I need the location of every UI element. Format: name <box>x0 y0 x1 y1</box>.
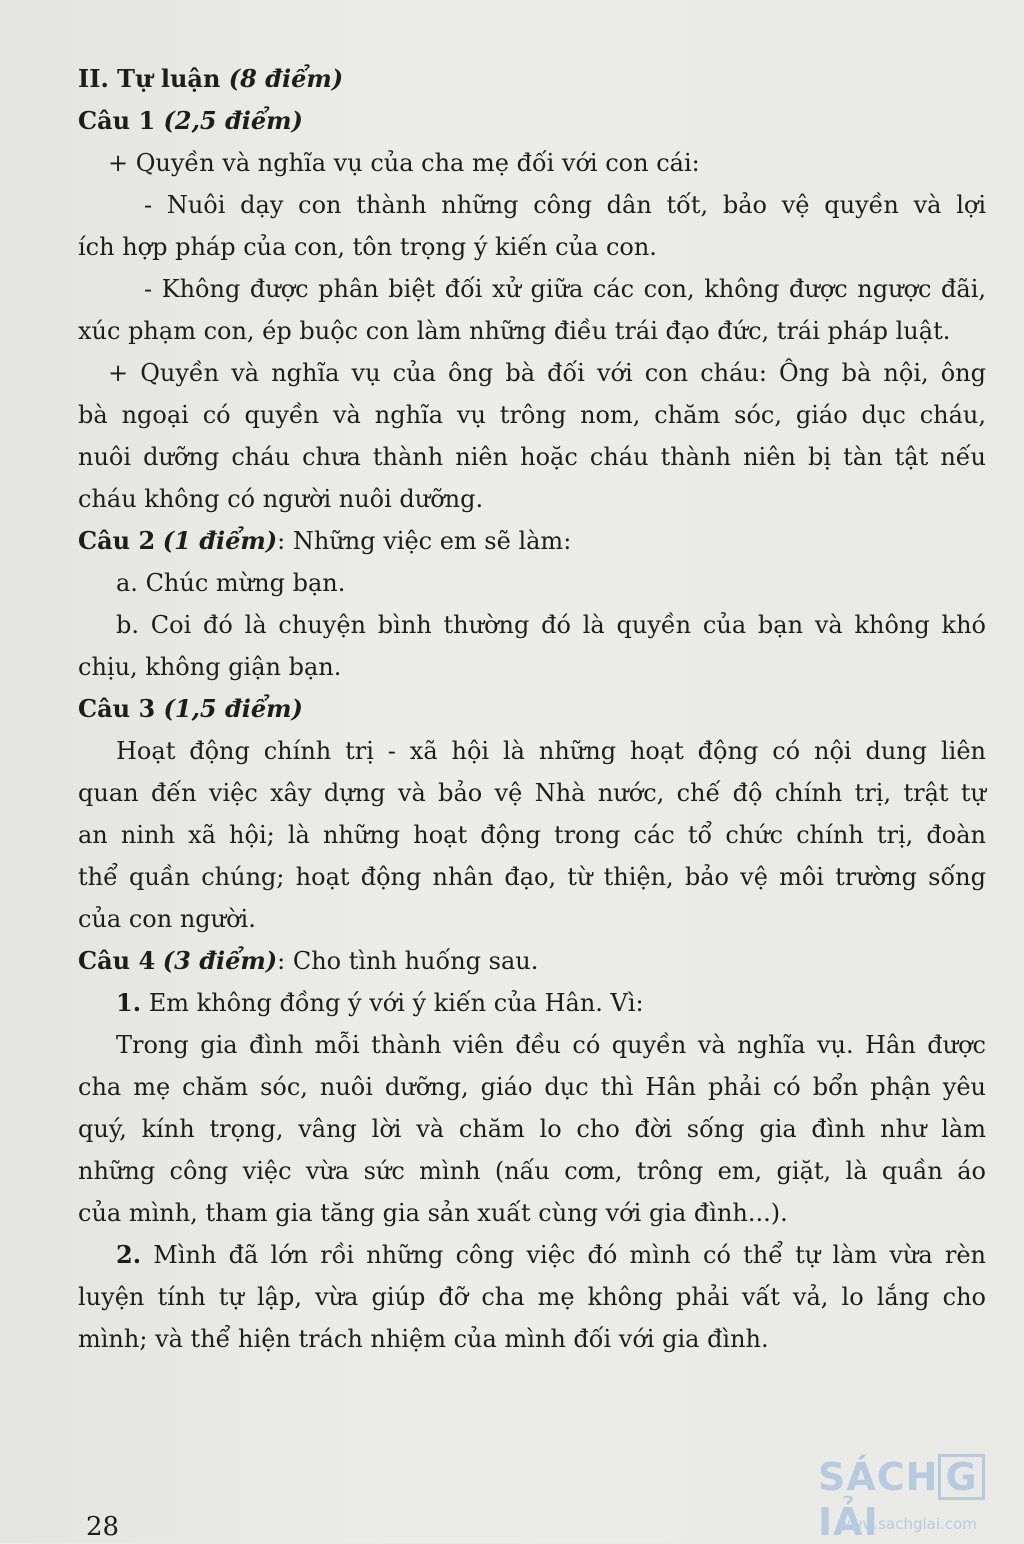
q1-line: bà ngoại có quyền và nghĩa vụ trông nom, chăm sóc, giáo dục cháu, <box>78 401 986 429</box>
q3-line: quan đến việc xây dựng và bảo vệ Nhà nước, chế độ chính trị, trật tự <box>78 779 986 807</box>
q4-line: của mình, tham gia tăng gia sản xuất cùng với gia đình...). <box>78 1199 788 1227</box>
q4-line: 1. Em không đồng ý với ý kiến của Hân. Vì: <box>116 988 644 1017</box>
q4-line: 2. Mình đã lớn rồi những công việc đó mình có thể tự làm vừa rèn <box>116 1240 986 1269</box>
q3-line: thể quần chúng; hoạt động nhân đạo, từ thiện, bảo vệ môi trường sống <box>78 863 986 891</box>
q2-line: a. Chúc mừng bạn. <box>116 569 346 597</box>
question-2-heading: Câu 2 (1 điểm): Những việc em sẽ làm: <box>78 526 572 555</box>
watermark-url: www.sachgiai.com <box>838 1515 977 1533</box>
question-3-heading: Câu 3 (1,5 điểm) <box>78 694 303 723</box>
q1-line: cháu không có người nuôi dưỡng. <box>78 485 484 513</box>
q1-line: nuôi dưỡng cháu chưa thành niên hoặc cháu thành niên bị tàn tật nếu <box>78 443 986 471</box>
page-number: 28 <box>86 1512 120 1542</box>
question-4-heading: Câu 4 (3 điểm): Cho tình huống sau. <box>78 946 539 975</box>
sachgiai-watermark-logo <box>818 1440 1018 1544</box>
q4-line: Trong gia đình mỗi thành viên đều có quyền và nghĩa vụ. Hân được <box>116 1031 986 1059</box>
q4-line: cha mẹ chăm sóc, nuôi dưỡng, giáo dục thì Hân phải có bổn phận yêu <box>78 1073 986 1101</box>
q3-line: Hoạt động chính trị - xã hội là những hoạt động có nội dung liên <box>116 737 986 765</box>
watermark-logo-text: SÁCH GIẢI <box>818 1454 1018 1544</box>
q1-line: ích hợp pháp của con, tôn trọng ý kiến của con. <box>78 233 657 261</box>
q1-line: + Quyền và nghĩa vụ của ông bà đối với con cháu: Ông bà nội, ông <box>108 359 986 387</box>
section-heading: II. Tự luận (8 điểm) <box>78 64 344 93</box>
q1-line: - Không được phân biệt đối xử giữa các con, không được ngược đãi, <box>144 275 986 303</box>
q4-line: mình; và thể hiện trách nhiệm của mình đối với gia đình. <box>78 1325 769 1353</box>
q3-line: an ninh xã hội; là những hoạt động trong các tổ chức chính trị, đoàn <box>78 821 986 849</box>
q1-line: - Nuôi dạy con thành những công dân tốt, bảo vệ quyền và lợi <box>144 191 986 219</box>
q4-line: quý, kính trọng, vâng lời và chăm lo cho đời sống gia đình như làm <box>78 1115 986 1143</box>
q2-line: chịu, không giận bạn. <box>78 653 342 681</box>
q4-line: những công việc vừa sức mình (nấu cơm, trông em, giặt, là quần áo <box>78 1157 986 1185</box>
q3-line: của con người. <box>78 905 256 933</box>
page-content <box>78 58 986 1360</box>
q4-line: luyện tính tự lập, vừa giúp đỡ cha mẹ không phải vất vả, lo lắng cho <box>78 1283 986 1311</box>
q1-item-1-heading: + Quyền và nghĩa vụ của cha mẹ đối với con cái: <box>108 149 700 177</box>
q1-line: xúc phạm con, ép buộc con làm những điều trái đạo đức, trái pháp luật. <box>78 317 951 345</box>
question-1-heading: Câu 1 (2,5 điểm) <box>78 106 303 135</box>
q2-line: b. Coi đó là chuyện bình thường đó là quyền của bạn và không khó <box>116 611 986 639</box>
